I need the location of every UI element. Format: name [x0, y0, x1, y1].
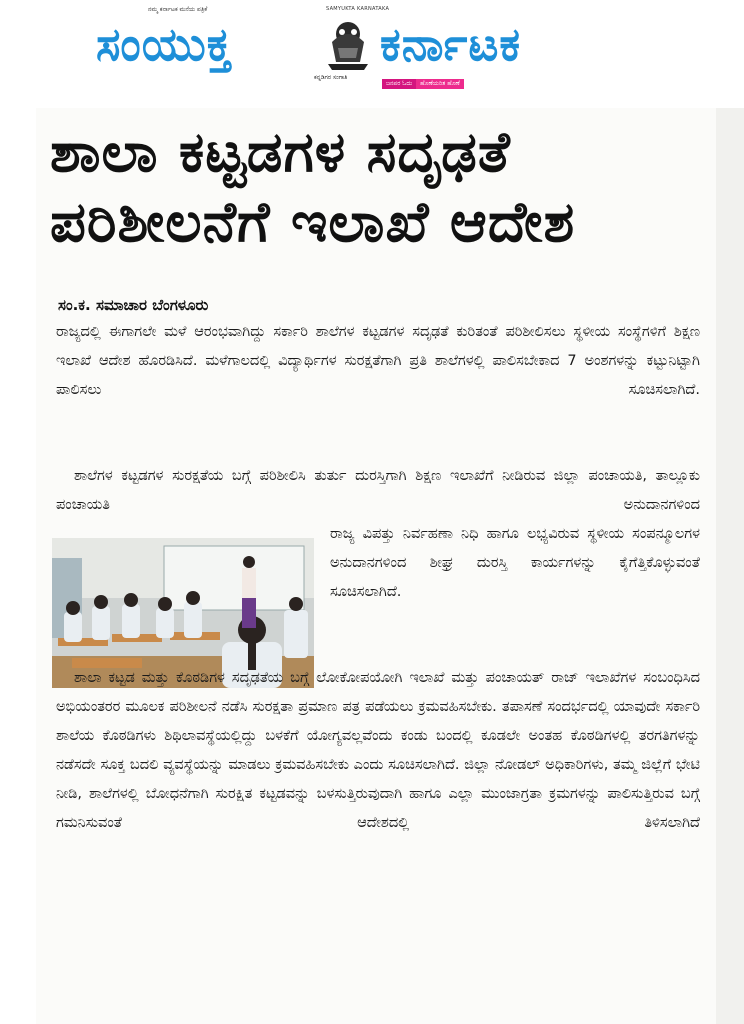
masthead-english-name: SAMYUKTA KARNATAKA: [326, 6, 390, 12]
masthead-strap: [382, 79, 464, 89]
headline-line-2: ಪರಿಶೀಲನೆಗೆ ಇಲಾಖೆ ಆದೇಶ: [50, 190, 576, 255]
article-paragraph-1: ರಾಜ್ಯದಲ್ಲಿ ಈಗಾಗಲೇ ಮಳೆ ಆರಂಭವಾಗಿದ್ದು ಸರ್ಕಾರಿ ಶಾಲೆಗಳ ಕಟ್ಟಡಗಳ ಸದೃಢತೆ ಕುರಿತಂತೆ ಪರಿಶೀಲಿಸಲು ಸ್ಥಳೀಯ ಸಂಸ್ಥೆಗಳಿಗೆ ಶಿಕ್ಷಣ ಇಲಾಖೆ ಆದೇಶ ಹೊರಡಿಸಿದೆ. ಮಳೆಗಾಲದಲ್ಲಿ ವಿದ್ಯಾರ್ಥಿಗಳ ಸುರಕ್ಷತೆಗಾಗಿ ಪ್ರತಿ ಶಾಲೆಗಳಲ್ಲಿ ಪಾಲಿಸಬೇಕಾದ 7 ಅಂಶಗಳನ್ನು ಕಟ್ಟುನಿಟ್ಟಾಗಿ ಪಾಲಿಸಲು ಸೂಚಿಸಲಾಗಿದೆ.: [56, 324, 700, 398]
masthead-tagline: ನಮ್ಮ ಕರ್ನಾಟಕ ಮನೆಯ ಪತ್ರಿಕೆ: [148, 6, 208, 13]
newspaper-emblem-icon: [318, 12, 378, 82]
strap-label-2: ಹೊಣೆಯರಿತ ಹೊಣೆ: [416, 79, 464, 89]
masthead: [0, 0, 744, 100]
page-edge: [716, 108, 744, 1024]
masthead-name-left: ಸಂಯುಕ್ತ: [96, 17, 233, 71]
strap-label-1: ಜನಪರ ಓದು: [382, 79, 416, 89]
article-paragraph-2b: ರಾಜ್ಯ ವಿಪತ್ತು ನಿರ್ವಹಣಾ ನಿಧಿ ಹಾಗೂ ಲಭ್ಯವಿರುವ ಸ್ಥಳೀಯ ಸಂಪನ್ಮೂಲಗಳ ಅನುದಾನಗಳಿಂದ ಶೀಘ್ರ ದುರಸ್ತಿ ಕಾರ್ಯಗಳನ್ನು ಕೈಗೆತ್ತಿಕೊಳ್ಳುವಂತೆ ಸೂಚಿಸಲಾಗಿದೆ.: [330, 526, 700, 600]
article-paragraph-2a: ಶಾಲೆಗಳ ಕಟ್ಟಡಗಳ ಸುರಕ್ಷತೆಯ ಬಗ್ಗೆ ಪರಿಶೀಲಿಸಿ ತುರ್ತು ದುರಸ್ತಿಗಾಗಿ ಶಿಕ್ಷಣ ಇಲಾಖೆಗೆ ನೀಡಿರುವ ಜಿಲ್ಲಾ ಪಂಚಾಯತಿ, ತಾಲ್ಲೂಕು ಪಂಚಾಯತಿ ಅನುದಾನಗಳಿಂದ: [56, 468, 700, 513]
emblem-caption: ಕನ್ನಡಿಗರ ಸಂಗಾತಿ: [314, 74, 348, 81]
masthead-name-right: ಕರ್ನಾಟಕ: [380, 17, 522, 71]
article-headline: [50, 118, 700, 258]
article-paragraph-3: ಶಾಲಾ ಕಟ್ಟಡ ಮತ್ತು ಕೊಠಡಿಗಳ ಸದೃಢತೆಯ ಬಗ್ಗೆ ಲೋಕೋಪಯೋಗಿ ಇಲಾಖೆ ಮತ್ತು ಪಂಚಾಯತ್ ರಾಜ್ ಇಲಾಖೆಗಳ ಸಂಬಂಧಿಸಿದ ಅಭಿಯಂತರರ ಮೂಲಕ ಪರಿಶೀಲನೆ ನಡೆಸಿ ಸುರಕ್ಷತಾ ಪ್ರಮಾಣ ಪತ್ರ ಪಡೆಯಲು ಕ್ರಮವಹಿಸಬೇಕು. ತಪಾಸಣೆ ಸಂದರ್ಭದಲ್ಲಿ ಯಾವುದೇ ಸರ್ಕಾರಿ ಶಾಲೆಯ ಕೊಠಡಿಗಳು ಶಿಥಿಲಾವಸ್ಥೆಯಲ್ಲಿದ್ದು ಬಳಕೆಗೆ ಯೋಗ್ಯವಲ್ಲವೆಂದು ಕಂಡು ಬಂದಲ್ಲಿ ಕೂಡಲೇ ಅಂತಹ ಕೊಠಡಿಗಳಲ್ಲಿ ತರಗತಿಗಳನ್ನು ನಡೆಸದೇ ಸೂಕ್ತ ಬದಲಿ ವ್ಯವಸ್ಥೆಯನ್ನು ಮಾಡಲು ಕ್ರಮವಹಿಸಬೇಕು ಎಂದು ಸೂಚಿಸಲಾಗಿದೆ. ಜಿಲ್ಲಾ ನೋಡಲ್ ಅಧಿಕಾರಿಗಳು, ತಮ್ಮ ಜಿಲ್ಲೆಗೆ ಭೇಟಿ ನೀಡಿ, ಶಾಲೆಗಳಲ್ಲಿ ಬೋಧನೆಗಾಗಿ ಸುರಕ್ಷಿತ ಕಟ್ಟಡವನ್ನು ಬಳಸುತ್ತಿರುವುದಾಗಿ ಹಾಗೂ ಎಲ್ಲಾ ಮುಂಜಾಗ್ರತಾ ಕ್ರಮಗಳನ್ನು ಪಾಲಿಸುತ್ತಿರುವ ಬಗ್ಗೆ ಗಮನಿಸುವಂತೆ ಆದೇಶದಲ್ಲಿ ತಿಳಿಸಲಾಗಿದೆ: [56, 670, 700, 831]
article-dateline: ಸಂ.ಕ. ಸಮಾಚಾರ ಬೆಂಗಳೂರು: [58, 296, 209, 314]
headline-line-1: ಶಾಲಾ ಕಟ್ಟಡಗಳ ಸದೃಢತೆ: [50, 120, 511, 185]
